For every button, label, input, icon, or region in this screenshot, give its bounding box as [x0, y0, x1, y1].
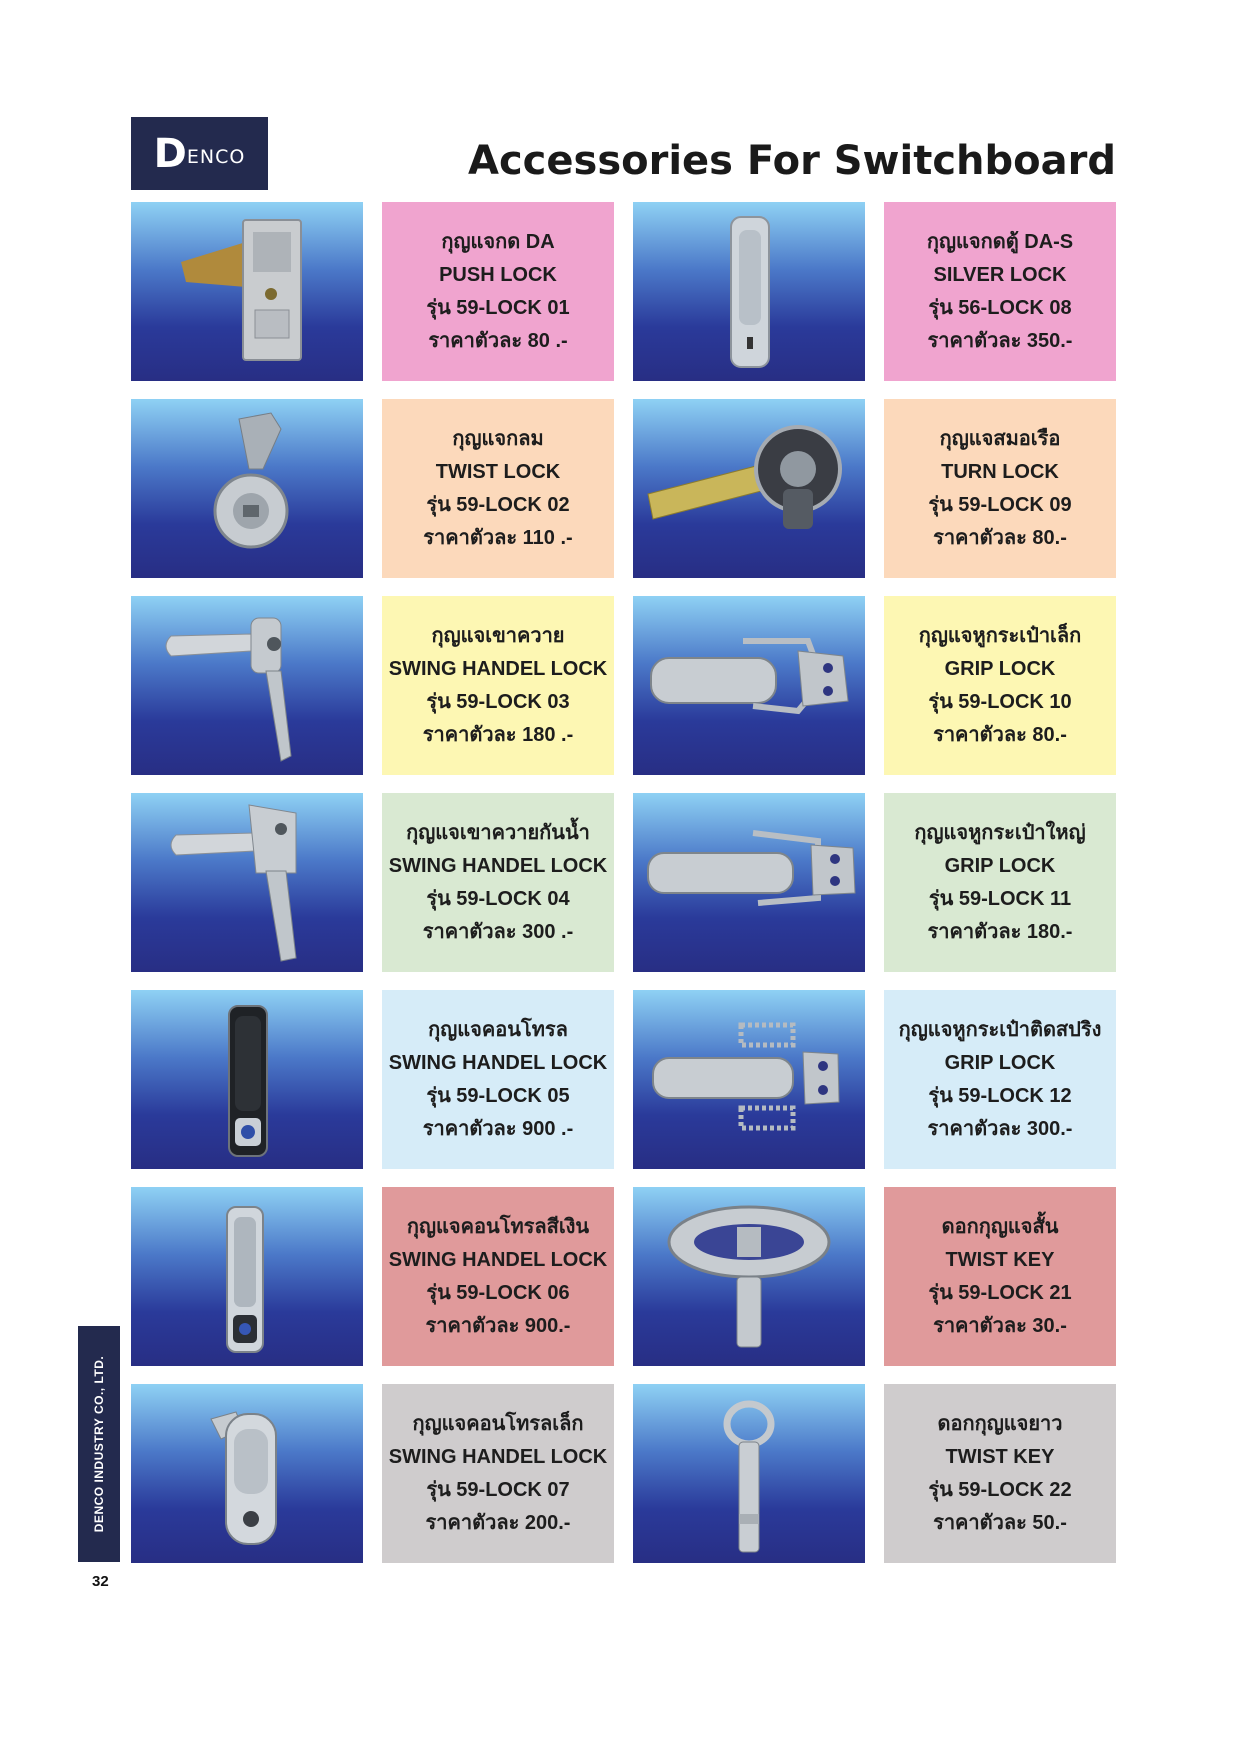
product-card — [884, 202, 1116, 381]
product-card — [382, 596, 614, 775]
product-price: ราคาตัวละ 80.- — [933, 526, 1067, 549]
product-card — [382, 399, 614, 578]
grip-lock-small-photo — [633, 596, 865, 775]
product-thai-name: กุญแจกลม — [452, 427, 544, 450]
control-lock-black-photo — [131, 990, 363, 1169]
product-price: ราคาตัวละ 30.- — [933, 1314, 1067, 1337]
product-thai-name: กุญแจกดตู้ DA-S — [926, 230, 1074, 253]
product-thai-name: กุญแจหูกระเป๋าใหญ่ — [914, 821, 1086, 844]
product-english-name: TURN LOCK — [941, 460, 1059, 483]
push-lock-icon — [131, 202, 363, 381]
logo-text: ENCO — [186, 145, 246, 168]
product-thai-name: กุญแจหูกระเป๋าติดสปริง — [898, 1018, 1102, 1041]
product-card — [382, 990, 614, 1169]
turn-lock-photo — [633, 399, 865, 578]
product-english-name: SWING HANDEL LOCK — [388, 1248, 608, 1271]
product-model: รุ่น 59-LOCK 11 — [928, 887, 1072, 910]
product-model: รุ่น 59-LOCK 04 — [426, 887, 570, 910]
product-english-name: GRIP LOCK — [944, 1051, 1056, 1074]
product-card — [382, 1384, 614, 1563]
small-control-lock-icon — [131, 1384, 363, 1563]
product-model: รุ่น 59-LOCK 22 — [928, 1478, 1072, 1501]
product-card — [884, 793, 1116, 972]
control-lock-silver-photo — [131, 1187, 363, 1366]
product-thai-name: กุญแจหูกระเป๋าเล็ก — [918, 624, 1082, 647]
waterproof-swing-lock-photo — [131, 793, 363, 972]
twist-lock-photo — [131, 399, 363, 578]
short-key-icon — [633, 1187, 865, 1366]
product-english-name: TWIST KEY — [945, 1445, 1055, 1468]
product-thai-name: ดอกกุญแจสั้น — [941, 1215, 1059, 1238]
product-card — [884, 596, 1116, 775]
control-lock-silver-icon — [131, 1187, 363, 1366]
product-english-name: SILVER LOCK — [933, 263, 1067, 286]
product-thai-name: กุญแจเขาควาย — [431, 624, 565, 647]
product-model: รุ่น 59-LOCK 09 — [928, 493, 1072, 516]
page-number: 32 — [92, 1573, 109, 1590]
product-price: ราคาตัวละ 350.- — [927, 329, 1073, 352]
product-thai-name: กุญแจคอนโทรล — [428, 1018, 568, 1041]
product-english-name: SWING HANDEL LOCK — [388, 854, 608, 877]
product-card — [382, 202, 614, 381]
product-model: รุ่น 56-LOCK 08 — [928, 296, 1072, 319]
short-key-photo — [633, 1187, 865, 1366]
swing-handle-lock-icon — [131, 596, 363, 775]
waterproof-swing-lock-icon — [131, 793, 363, 972]
product-model: รุ่น 59-LOCK 06 — [426, 1281, 570, 1304]
push-lock-photo — [131, 202, 363, 381]
spring-grip-lock-photo — [633, 990, 865, 1169]
product-thai-name: กุญแจเขาควายกันน้ำ — [406, 821, 590, 844]
company-name: DENCO INDUSTRY CO., LTD. — [92, 1355, 107, 1533]
product-english-name: PUSH LOCK — [439, 263, 557, 286]
denco-logo — [131, 117, 268, 190]
product-row — [131, 399, 1115, 578]
product-row — [131, 793, 1115, 972]
logo-initial: D — [153, 130, 187, 177]
product-english-name: TWIST LOCK — [435, 460, 561, 483]
long-key-photo — [633, 1384, 865, 1563]
product-model: รุ่น 59-LOCK 10 — [928, 690, 1072, 713]
product-thai-name: กุญแจคอนโทรลเล็ก — [412, 1412, 584, 1435]
product-english-name: SWING HANDEL LOCK — [388, 1051, 608, 1074]
grip-lock-large-icon — [633, 793, 865, 972]
product-price: ราคาตัวละ 900 .- — [422, 1117, 574, 1140]
small-control-lock-photo — [131, 1384, 363, 1563]
product-price: ราคาตัวละ 80.- — [933, 723, 1067, 746]
grip-lock-small-icon — [633, 596, 865, 775]
product-model: รุ่น 59-LOCK 02 — [426, 493, 570, 516]
twist-lock-icon — [131, 399, 363, 578]
product-price: ราคาตัวละ 180 .- — [422, 723, 574, 746]
product-price: ราคาตัวละ 300 .- — [422, 920, 574, 943]
company-side-label — [78, 1326, 120, 1562]
silver-lock-photo — [633, 202, 865, 381]
product-price: ราคาตัวละ 900.- — [425, 1314, 571, 1337]
product-model: รุ่น 59-LOCK 01 — [426, 296, 570, 319]
product-model: รุ่น 59-LOCK 21 — [928, 1281, 1072, 1304]
product-thai-name: กุญแจกด DA — [441, 230, 555, 253]
page-title: Accessories For Switchboard — [468, 138, 1116, 184]
product-english-name: GRIP LOCK — [944, 657, 1056, 680]
product-model: รุ่น 59-LOCK 03 — [426, 690, 570, 713]
product-price: ราคาตัวละ 200.- — [425, 1511, 571, 1534]
product-card — [382, 1187, 614, 1366]
product-row — [131, 1384, 1115, 1563]
long-key-icon — [633, 1384, 865, 1563]
turn-lock-icon — [633, 399, 865, 578]
product-english-name: GRIP LOCK — [944, 854, 1056, 877]
spring-grip-lock-icon — [633, 990, 865, 1169]
swing-handle-lock-photo — [131, 596, 363, 775]
product-card — [382, 793, 614, 972]
product-card — [884, 399, 1116, 578]
product-row — [131, 596, 1115, 775]
product-model: รุ่น 59-LOCK 07 — [426, 1478, 570, 1501]
product-thai-name: กุญแจสมอเรือ — [939, 427, 1061, 450]
product-english-name: TWIST KEY — [945, 1248, 1055, 1271]
product-row — [131, 990, 1115, 1169]
product-price: ราคาตัวละ 110 .- — [423, 526, 573, 549]
product-price: ราคาตัวละ 300.- — [927, 1117, 1073, 1140]
product-english-name: SWING HANDEL LOCK — [388, 657, 608, 680]
silver-lock-icon — [633, 202, 865, 381]
product-english-name: SWING HANDEL LOCK — [388, 1445, 608, 1468]
product-card — [884, 990, 1116, 1169]
product-price: ราคาตัวละ 50.- — [933, 1511, 1067, 1534]
product-row — [131, 1187, 1115, 1366]
product-row — [131, 202, 1115, 381]
grip-lock-large-photo — [633, 793, 865, 972]
product-price: ราคาตัวละ 180.- — [927, 920, 1073, 943]
product-grid — [131, 202, 1115, 1581]
product-model: รุ่น 59-LOCK 05 — [426, 1084, 570, 1107]
product-model: รุ่น 59-LOCK 12 — [928, 1084, 1072, 1107]
product-card — [884, 1187, 1116, 1366]
control-lock-black-icon — [131, 990, 363, 1169]
product-card — [884, 1384, 1116, 1563]
product-thai-name: ดอกกุญแจยาว — [937, 1412, 1063, 1435]
product-thai-name: กุญแจคอนโทรลสีเงิน — [406, 1215, 590, 1238]
product-price: ราคาตัวละ 80 .- — [428, 329, 568, 352]
